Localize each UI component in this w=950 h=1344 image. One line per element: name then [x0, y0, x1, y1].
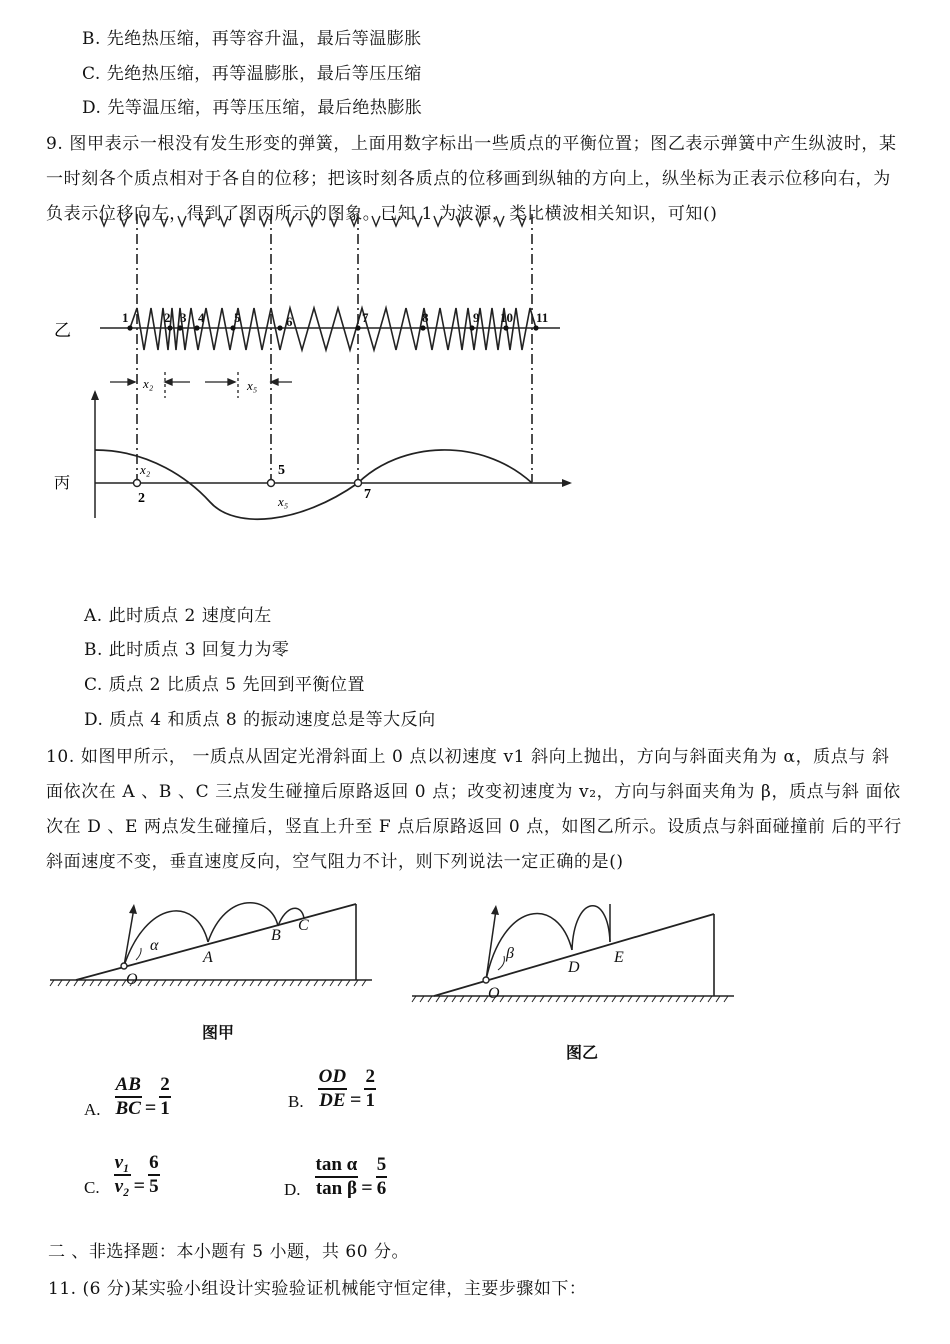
pt-label-9: 9 — [473, 310, 480, 325]
pt-label-7: 7 — [362, 310, 369, 325]
pt-label-3: 3 — [180, 310, 187, 325]
option-c-letter: C. — [84, 1178, 100, 1197]
option-b-num: OD — [318, 1066, 347, 1090]
q9-option-d: D. 质点 4 和质点 8 的振动速度总是等大反向 — [84, 710, 436, 730]
q10-figure-yi — [408, 900, 738, 1008]
option-d-den: tan β — [315, 1178, 357, 1199]
section-two-heading: 二 、非选择题：本小题有 5 小题，共 60 分。 — [48, 1242, 409, 1262]
x5-label-top: x₅ — [247, 378, 258, 393]
pt-label-2: 2 — [164, 310, 171, 325]
option-d-rden: 6 — [376, 1178, 387, 1199]
q10-figure-jia — [46, 900, 376, 990]
wave-curve — [95, 450, 532, 519]
spring-top-arrows — [100, 216, 526, 226]
pt-label-4: 4 — [198, 310, 205, 325]
option-a-num: AB — [115, 1074, 142, 1098]
q9-spring-wave-figure — [40, 212, 600, 522]
pt-label-6: 6 — [286, 314, 293, 329]
option-b-den: DE — [319, 1090, 346, 1111]
curve-pt-2: 2 — [138, 491, 145, 506]
option-d-letter: D. — [284, 1180, 301, 1199]
q10-option-b: B. $\frac{OD}{DE}$ = $\frac{2}{1}$ — [288, 1066, 375, 1111]
label-yi: 乙 — [54, 321, 71, 341]
q10-option-d: D. $\frac{\text{tan α}}{\text{tan β}}$ = $\frac{5}{6}$ — [284, 1154, 387, 1199]
dash-lines — [137, 214, 532, 482]
q9-stem: 9. 图甲表示一根没有发生形变的弹簧，上面用数字标出一些质点的平衡位置；图乙表示弹簧中产生纵波时，某一时刻各个质点相对于各自的位移；把该时刻各质点的位移画到纵轴的方向上，纵坐标为正表示位移向右，为负表示位移向左，得到了图丙所示的图象。已知 1 为波源，类比横波相关知识，可知() — [46, 134, 897, 224]
jia-label-o: O — [126, 971, 138, 988]
pt-label-5: 5 — [234, 310, 241, 325]
q10-stem: 10. 如图甲所示， 一质点从固定光滑斜面上 0 点以初速度 v1 斜向上抛出，方向与斜面夹角为 α，质点与 斜面依次在 A 、B 、C 三点发生碰撞后原路返回 0 点；改变初速度为 v₂，方向与斜面夹角为 β，质点与斜 面依次在 D 、E 两点发生碰撞后，竖直上升至 F 点后原路返回 0 点，如图乙所示。设质点与斜面碰撞前 后的平行斜面速度不变，垂直速度反向，空气阻力不计，则下列说法一定正确的是() — [46, 747, 902, 872]
option-a-rden: 1 — [160, 1098, 170, 1119]
option-c-num: v₁ — [114, 1152, 131, 1176]
q9-option-c: C. 质点 2 比质点 5 先回到平衡位置 — [84, 675, 365, 695]
pt-label-8: 8 — [422, 310, 429, 325]
x2-label-top: x₂ — [143, 376, 154, 391]
option-a-letter: A. — [84, 1100, 101, 1119]
q8-option-d: D. 先等温压缩，再等压压缩，最后绝热膨胀 — [82, 98, 423, 118]
q11-stem: 11. (6 分)某实验小组设计实验验证机械能守恒定律，主要步骤如下： — [48, 1279, 587, 1299]
q8-option-c: C. 先绝热压缩，再等温膨胀，最后等压压缩 — [82, 64, 422, 84]
q10-option-c: C. $\frac{\text{v₁}}{\text{v₂}}$ = $\frac{6}{5}$ — [84, 1152, 159, 1197]
jia-label-b: B — [271, 927, 281, 944]
q10-option-a: A. $\frac{AB}{BC}$ = $\frac{2}{1}$ — [84, 1074, 170, 1119]
option-c-rnum: 6 — [148, 1152, 160, 1176]
option-b-rnum: 2 — [364, 1066, 376, 1090]
pt-label-11: 11 — [536, 310, 549, 325]
option-c-den: v₂ — [114, 1176, 130, 1197]
q9-option-b: B. 此时质点 3 回复力为零 — [84, 640, 290, 660]
option-a-rnum: 2 — [159, 1074, 171, 1098]
q8-option-b: B. 先绝热压缩，再等容升温，最后等温膨胀 — [82, 29, 422, 49]
x5-label-curve: x₅ — [278, 494, 289, 509]
yi-label-d: D — [568, 959, 580, 976]
option-c-rden: 5 — [149, 1176, 159, 1197]
caption-yi: 图乙 — [566, 1043, 599, 1062]
curve-pt-7: 7 — [364, 487, 371, 502]
option-b-letter: B. — [288, 1092, 304, 1111]
pt-label-10: 10 — [500, 310, 513, 325]
option-b-rden: 1 — [365, 1090, 375, 1111]
x2-label-curve: x₂ — [140, 462, 151, 477]
jia-label-c: C — [298, 917, 309, 934]
option-d-num: tan α — [315, 1154, 359, 1178]
q9-option-a: A. 此时质点 2 速度向左 — [84, 606, 272, 626]
label-bing: 丙 — [54, 473, 71, 492]
yi-label-beta: β — [506, 945, 514, 962]
option-a-den: BC — [115, 1098, 141, 1119]
option-d-rnum: 5 — [376, 1154, 388, 1178]
jia-label-alpha: α — [150, 937, 159, 954]
caption-jia: 图甲 — [202, 1023, 235, 1042]
yi-label-o: O — [488, 985, 500, 1002]
pt-label-1: 1 — [122, 310, 129, 325]
curve-pt-5: 5 — [278, 463, 285, 478]
yi-label-e: E — [614, 949, 624, 966]
jia-label-a: A — [203, 949, 213, 966]
